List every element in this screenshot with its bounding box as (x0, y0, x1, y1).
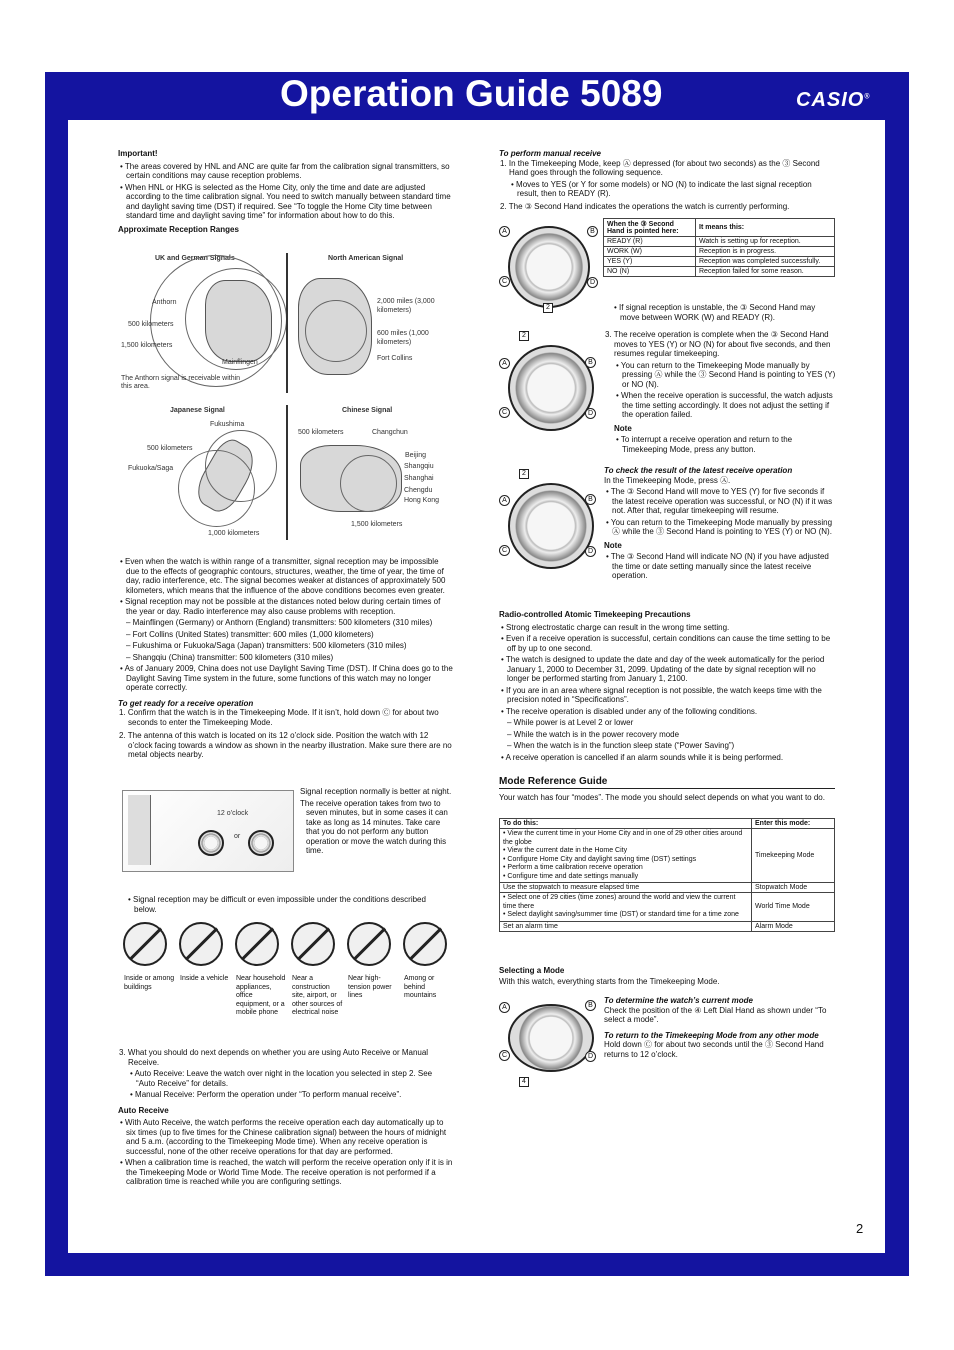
ranges-heading: Approximate Reception Ranges (118, 224, 239, 234)
mode-title: Mode Reference Guide (499, 777, 835, 789)
map-label: 1,500 kilometers (121, 342, 173, 349)
condition-label: Near a construction site, airport, or other sources of electrical noise (292, 975, 343, 1016)
na-map-title: North American Signal (328, 255, 404, 262)
dash-item: – Shangqiu (China) transmitter: 500 kilometers (310 miles) (126, 652, 334, 662)
map-label: 500 kilometers (128, 321, 174, 328)
step: 3. The receive operation is complete when the ③ Second Hand moves to YES (Y) or NO (N) for about five seconds, and then resumes regular timekeeping. (605, 330, 831, 358)
return-heading: To return to the Timekeeping Mode from any other mode (604, 1030, 819, 1040)
note-label: Note (604, 540, 622, 550)
jp-map-title: Japanese Signal (170, 407, 225, 414)
map-label: Beijing (405, 452, 427, 459)
watch-diagram (508, 1004, 594, 1072)
dash-item: – Fukushima or Fukuoka/Saga (Japan) transmitters: 500 kilometers (310 miles) (126, 641, 407, 650)
condition-label: Inside a vehicle (180, 975, 229, 982)
bullet: • As of January 2009, China does not use Daylight Saving Time (DST). If China does go to the Daylight Saving Time system in the future, some functions of this watch may no longer operate correctly. (120, 664, 453, 692)
bullet: The receive operation takes from two to seven minutes, but in some cases it can take as long as 14 minutes. Take care that you do not perform any button operation or move the watch during this time. (300, 798, 448, 855)
step: 2. The ③ Second Hand indicates the operations the watch is currently performing. (500, 201, 790, 211)
step3-section: 3. What you should do next depends on whether you are using Auto Receive or Manual Receive. • Auto Receive: Leave the watch over night in the location you selected in step 2. See “Auto Receive” for details. • Manual Receive: Perform the operation under “To perform manual receive”. Auto Receive • With Auto Receive, the watch performs the receive operation each day automatically up to six times (up to five times for the Chinese calibration signal) between the hours of midnight and 5 a.m. (according to the Timekeeping Mode time). When any receive operation is successful, none of the other receive operations for that day are performed. • When a calibration time is reached, the watch will perform the receive operation only if it is in the Timekeeping Mode or World Time Mode. The receive operation is not performed if a calibration time is reached while you are configuring settings. (118, 1048, 453, 1186)
button-d-label: D (587, 277, 598, 288)
brand-logo: CASIO® (796, 89, 871, 111)
important-item: • When HNL or HKG is selected as the Home City, only the time and date are adjusted according to the time calibration signal. You need to switch manually between standard time and daylight saving time (DST) if required. See “To toggle the Home City time between standard time and daylight saving time” for information about how to do this. (120, 182, 451, 220)
map-label: 500 kilometers (298, 429, 344, 436)
button-d-label: D (585, 408, 596, 419)
button-a-label: A (499, 1002, 510, 1013)
left-dial-marker: 4 (519, 1077, 529, 1087)
important-item: • The areas covered by HNL and ANC are quite far from the calibration signal transmitters, so certain conditions may cause reception problems. (120, 161, 450, 180)
button-b-label: B (587, 226, 598, 237)
map-label: Fort Collins (377, 355, 413, 362)
watch-diagram (508, 345, 594, 431)
power-lines-icon (347, 922, 391, 966)
check-section: To check the result of the latest receive operation In the Timekeeping Mode, press Ⓐ. • The ③ Second Hand will move to YES (Y) for five seconds if the latest receive operation was successful, or NO (N) if it was not. After that, regular timekeeping will resume. • You can return to the Timekeeping Mode manually by pressing Ⓐ while the ③ Second Hand is pointing to YES (Y) or NO (N). Note • The ③ Second Hand will indicate NO (N) if you have adjusted the time or date setting manually since the latest receive operation. (604, 466, 836, 583)
map-label: Hong Kong (404, 497, 440, 504)
condition-label: Near high-tension power lines (348, 975, 392, 999)
button-a-label: A (499, 358, 510, 369)
map-label: Mainflingen (222, 359, 258, 366)
difficult-note: • Signal reception may be difficult or even impossible under the conditions described below. (128, 895, 426, 914)
mountains-icon (403, 922, 447, 966)
mode-section: Mode Reference Guide Your watch has four “modes”. The mode you should select depends on what you want to do. (499, 777, 835, 804)
condition-label: Inside or among buildings (124, 975, 175, 991)
reception-notes (118, 557, 453, 762)
table-row: Set an alarm time Alarm Mode (500, 921, 835, 931)
buildings-icon (123, 922, 167, 966)
map-label: Changchun (372, 429, 408, 436)
bullet: Signal reception normally is better at night. (300, 787, 452, 796)
window-notes (298, 787, 453, 858)
table-row: • View the current time in your Home City and in one of 29 other cities around the globe • View the current date in the Home City • Configure Home City and daylight saving time (DST) settings • Perform a time calibration receive operation • Configure time and date settings manually Timekeeping Mode (500, 829, 835, 883)
button-b-label: B (585, 357, 596, 368)
uk-map-title: UK and German Signals (155, 255, 235, 262)
second-hand-marker: 2 (519, 469, 529, 479)
map-label: Fukushima (210, 421, 245, 428)
construction-icon (291, 922, 335, 966)
button-b-label: B (585, 494, 596, 505)
button-d-label: D (585, 1051, 596, 1062)
important-heading: Important! (118, 149, 158, 158)
determine-heading: To determine the watch’s current mode (604, 996, 753, 1005)
step: 2. The antenna of this watch is located on its 12 o’clock side. Position the watch with 12 o’clock facing towards a window as shown in the nearby illustration. Make sure there are no metal objects nearby. (119, 731, 452, 759)
page-title: Operation Guide 5089 (280, 73, 663, 114)
vehicle-icon (179, 922, 223, 966)
second-hand-marker: 2 (519, 331, 529, 341)
map-label: Shanghai (404, 475, 434, 482)
dash-item: – Mainflingen (Germany) or Anthorn (England) transmitters: 500 kilometers (310 miles) (126, 618, 433, 627)
table-row: YES (Y) Reception was completed successfully. (604, 257, 835, 267)
manual-section: To perform manual receive 1. In the Timekeeping Mode, keep Ⓐ depressed (for about two seconds) as the ③ Second Hand goes through the following sequence. • Moves to YES (or Y for some models) or NO (N) to indicate the last signal reception result, then to READY (R). 2. The ③ Second Hand indicates the operations the watch is currently performing. (499, 149, 835, 213)
map-label: 1,000 kilometers (208, 530, 260, 537)
map-label: Chengdu (404, 487, 433, 494)
bullet: • Signal reception may not be possible at the distances noted below during certain times of the year or day. Radio interference may also cause problems with reception. (120, 597, 441, 616)
step: 1. Confirm that the watch is in the Timekeeping Mode. If it isn’t, hold down Ⓒ for about two seconds to enter the Timekeeping Mode. (119, 708, 439, 727)
table-row: • Select one of 29 cities (time zones) around the world and view the current time there • Select daylight saving/summer time (DST) or standard time for a time zone World Time Mode (500, 893, 835, 922)
button-c-label: C (499, 545, 510, 556)
map-label: 600 miles (1,000 kilometers) (377, 330, 429, 346)
dash-item: – Fort Collins (United States) transmitter: 600 miles (1,000 kilometers) (126, 629, 374, 639)
watch-icon (248, 830, 274, 856)
bullet: • Even when the watch is within range of a transmitter, signal reception may be impossible due to the effects of geographic contours, structures, weather, the time of year, the time of day, radio interference, etc. The signal becomes weaker at distances of approximately 500 kilometers, which means that the influence of the above conditions becomes even greater. (120, 557, 446, 595)
cn-map-title: Chinese Signal (342, 407, 393, 414)
condition-label: Near household appliances, office equipment, or a mobile phone (236, 975, 286, 1016)
map-label: Shangqiu (404, 463, 434, 470)
important-section (118, 149, 456, 237)
button-a-label: A (499, 495, 510, 506)
precautions-section: Radio-controlled Atomic Timekeeping Precautions • Strong electrostatic charge can result in the wrong time setting. • Even if a receive operation is successful, certain conditions can cause the time setting to be off by up to one second. • The watch is designed to update the date and day of the week automatically for the period January 1, 2000 to December 31, 2099. Updating of the date by signal reception will no longer be performed starting from January 1, 2100. • If you are in an area where signal reception is not possible, the watch keeps time with the precision noted in “Specifications”. • The receive operation is disabled under any of the following conditions. – While power is at Level 2 or lower – While the watch is in the power recovery mode – When the watch is in the function sleep state (“Power Saving”) • A receive operation is cancelled if an alarm sounds while it is being performed. (499, 610, 835, 764)
ready-heading: To get ready for a receive operation (118, 698, 254, 708)
step: 1. In the Timekeeping Mode, keep Ⓐ depressed (for about two seconds) as the ③ Second Hand goes through the following sequence. (500, 158, 820, 177)
step3-right: 3. The receive operation is complete when the ③ Second Hand moves to YES (Y) or NO (N) for about five seconds, and then resumes regular timekeeping. • You can return to the Timekeeping Mode manually by pressing Ⓐ while the ③ Second Hand is pointing to YES (Y) or NO (N). • When the receive operation is successful, the watch adjusts the time setting accordingly. It does not adjust the setting if the operation failed. Note • To interrupt a receive operation and return to the Timekeeping Mode, press any button. (605, 330, 836, 454)
manual-heading: To perform manual receive (499, 149, 601, 158)
check-heading: To check the result of the latest receive operation (604, 466, 793, 475)
second-hand-marker: 2 (543, 303, 553, 313)
window-label: or (234, 833, 241, 840)
map-note: The Anthorn signal is receivable within this area. (121, 375, 241, 390)
condition-label: Among or behind mountains (404, 975, 437, 999)
button-b-label: B (585, 1000, 596, 1011)
table-row: WORK (W) Reception is in progress. (604, 247, 835, 257)
auto-heading: Auto Receive (118, 1105, 169, 1115)
watch-icon (198, 830, 224, 856)
watch-diagram (508, 226, 590, 308)
table-row: Use the stopwatch to measure elapsed time Stopwatch Mode (500, 883, 835, 893)
note-label: Note (614, 423, 632, 433)
second-hand-table: When the ③ Second Hand is pointed here: It means this: READY (R) Watch is setting up for reception. WORK (W) Reception is in progress. YES (Y) Reception was completed successfully. NO (N) Reception failed for some reason. (603, 218, 835, 277)
map-label: Anthorn (152, 299, 177, 306)
button-c-label: C (499, 1050, 510, 1061)
map-label: 2,000 miles (3,000 kilometers) (377, 298, 435, 314)
selecting-heading: Selecting a Mode (499, 966, 565, 975)
page-number: 2 (856, 1221, 864, 1236)
precautions-heading: Radio-controlled Atomic Timekeeping Precautions (499, 610, 691, 619)
button-a-label: A (499, 226, 510, 237)
window-label: 12 o’clock (217, 810, 249, 817)
mode-table: To do this: Enter this mode: • View the current time in your Home City and in one of 29 other cities around the globe • View the current date in the Home City • Configure Home City and daylight saving time (DST) settings • Perform a time calibration receive operation • Configure time and date settings manually Timekeeping Mode Use the stopwatch to measure elapsed time Stopwatch Mode • Select one of 29 cities (time zones) around the world and view the current time there • Select daylight saving/summer time (DST) or standard time for a time zone World Time Mode Set an alarm time Alarm Mode (499, 818, 835, 932)
button-d-label: D (585, 546, 596, 557)
unstable-note: • If signal reception is unstable, the ③ Second Hand may move between WORK (W) and READY (R). (614, 303, 816, 322)
map-label: 1,500 kilometers (351, 521, 403, 528)
table-row: READY (R) Watch is setting up for reception. (604, 237, 835, 247)
button-c-label: C (499, 276, 510, 287)
button-c-label: C (499, 407, 510, 418)
determine-section: To determine the watch’s current mode Check the position of the ④ Left Dial Hand as shown under “To select a mode”. To return to the Timekeeping Mode from any other mode Hold down Ⓒ for about two seconds until the ③ Second Hand returns to 12 o’clock. (604, 996, 836, 1061)
appliance-icon (235, 922, 279, 966)
map-label: 500 kilometers (147, 445, 193, 452)
map-label: Fukuoka/Saga (128, 465, 174, 472)
watch-diagram (508, 483, 594, 569)
step: 3. What you should do next depends on whether you are using Auto Receive or Manual Receive. (119, 1048, 429, 1067)
selecting-section: Selecting a Mode With this watch, everything starts from the Timekeeping Mode. (499, 966, 835, 988)
table-row: NO (N) Reception failed for some reason. (604, 267, 835, 277)
